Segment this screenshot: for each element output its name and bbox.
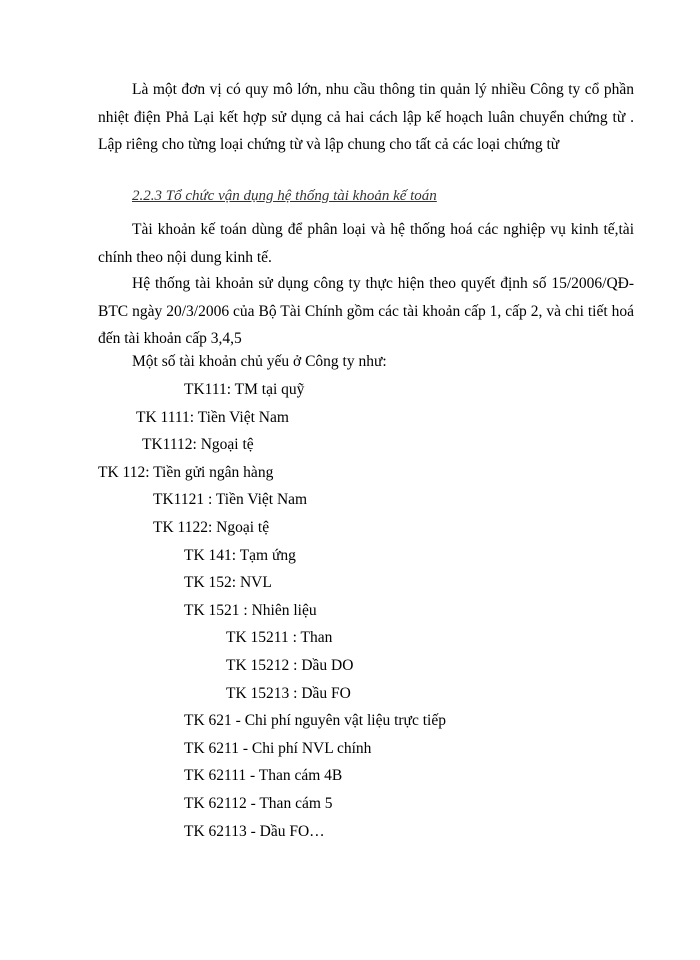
account-line: TK1121 : Tiền Việt Nam xyxy=(153,491,308,508)
account-line: TK111: TM tại quỹ xyxy=(184,381,305,398)
account-line: TK 112: Tiền gửi ngân hàng xyxy=(98,464,274,481)
account-line: TK 141: Tạm ứng xyxy=(184,547,296,564)
account-line: TK 62111 - Than cám 4B xyxy=(184,767,343,784)
account-line: TK 1521 : Nhiên liệu xyxy=(184,602,317,619)
account-line: TK 1111: Tiền Việt Nam xyxy=(136,409,289,426)
account-line: TK 621 - Chi phí nguyên vật liệu trực tiếp xyxy=(184,712,446,729)
paragraph-account-definition: Tài khoản kế toán dùng để phân loại và hệ thống hoá các nghiệp vụ kinh tế,tài chính theo nội dung kinh tế. xyxy=(98,221,634,266)
accounts-intro: Một số tài khoản chủ yếu ở Công ty như: xyxy=(132,353,387,370)
account-line: TK 62112 - Than cám 5 xyxy=(184,795,333,812)
account-line: TK 15213 : Dầu FO xyxy=(226,685,351,702)
paragraph-document-circulation: Là một đơn vị có quy mô lớn, nhu cầu thông tin quản lý nhiều Công ty cổ phần nhiệt điện Phả Lại kết hợp sử dụng cả hai cách lập kế hoạch luân chuyển chứng từ . Lập riêng cho từng loại chứng từ và lập chung cho tất cả các loại chứng từ xyxy=(98,81,634,153)
section-heading: 2.2.3 Tổ chức vận dụng hệ thống tài khoản kế toán xyxy=(132,188,437,204)
account-line: TK1112: Ngoại tệ xyxy=(142,436,254,453)
account-line: TK 15212 : Dầu DO xyxy=(226,657,354,674)
account-line: TK 1122: Ngoại tệ xyxy=(153,519,270,536)
account-line: TK 6211 - Chi phí NVL chính xyxy=(184,740,372,757)
paragraph-account-system: Hệ thống tài khoản sử dụng công ty thực hiện theo quyết định số 15/2006/QĐ- BTC ngày 20/3/2006 của Bộ Tài Chính gồm các tài khoản cấp 1, cấp 2, và chi tiết hoá đến tài khoản cấp 3,4,5 xyxy=(98,275,634,347)
account-line: TK 152: NVL xyxy=(184,574,272,591)
account-line: TK 62113 - Dầu FO… xyxy=(184,823,325,840)
account-line: TK 15211 : Than xyxy=(226,629,333,646)
